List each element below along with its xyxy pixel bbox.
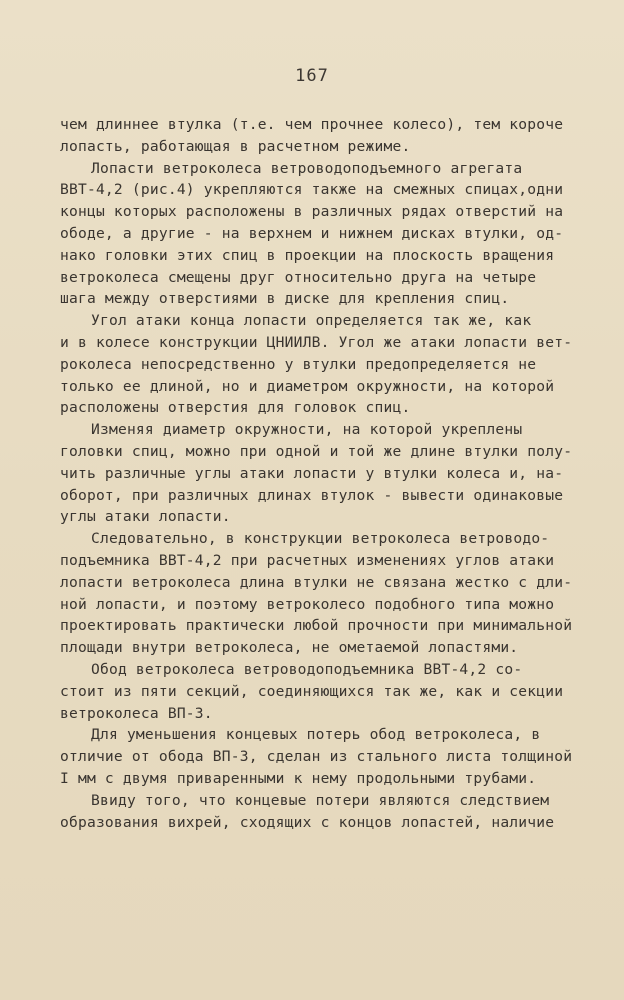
text-line: роколеса непосредственно у втулки предопределяется не	[60, 355, 537, 373]
body-text	[60, 114, 580, 833]
text-line: чем длиннее втулка (т.е. чем прочнее колесо), тем короче	[60, 116, 564, 133]
text-line: головки спиц, можно при одной и той же длине втулки полу-	[60, 442, 573, 460]
text-line: Для уменьшения концевых потерь обод ветроколеса, в	[91, 726, 541, 744]
text-line: углы атаки лопасти.	[60, 508, 231, 526]
text-line: ободе, а другие - на верхнем и нижнем дисках втулки, од-	[60, 224, 564, 242]
text-line: Изменяя диаметр окружности, на которой укреплены	[91, 421, 523, 439]
text-line: I мм с двумя приваренными к нему продольными трубами.	[60, 769, 537, 787]
text-line: ветроколеса ВП-3.	[60, 704, 213, 722]
text-line: чить различные углы атаки лопасти у втулки колеса и, на-	[60, 464, 564, 482]
page-number: 167	[295, 66, 329, 86]
text-line: Следовательно, в конструкции ветроколеса ветроводо-	[91, 530, 550, 548]
text-line: концы которых расположены в различных рядах отверстий на	[60, 203, 564, 221]
text-line: стоит из пяти секций, соединяющихся так же, как и секции	[60, 682, 564, 700]
text-line: расположены отверстия для головок спиц.	[60, 399, 411, 417]
text-line: подъемника ВВТ-4,2 при расчетных изменениях углов атаки	[60, 551, 555, 569]
text-line: Угол атаки конца лопасти определяется так же, как	[91, 312, 532, 330]
text-line: и в колесе конструкции ЦНИИЛВ. Угол же атаки лопасти вет-	[60, 333, 573, 351]
text-line: только ее длиной, но и диаметром окружности, на которой	[60, 377, 555, 395]
text-line: ной лопасти, и поэтому ветроколесо подобного типа можно	[60, 595, 555, 613]
text-line: лопасти ветроколеса длина втулки не связана жестко с дли-	[60, 573, 573, 591]
text-line: ВВТ-4,2 (рис.4) укрепляются также на смежных спицах,одни	[60, 181, 564, 199]
text-line: проектировать практически любой прочности при минимальной	[60, 617, 573, 635]
text-line: площади внутри ветроколеса, не ометаемой лопастями.	[60, 639, 519, 657]
text-line: лопасть, работающая в расчетном режиме.	[60, 137, 411, 155]
text-line: образования вихрей, сходящих с концов лопастей, наличие	[60, 813, 555, 831]
text-line: Ввиду того, что концевые потери являются следствием	[91, 791, 550, 809]
text-line: оборот, при различных длинах втулок - вывести одинаковые	[60, 486, 564, 504]
text-line: отличие от обода ВП-3, сделан из стального листа толщиной	[60, 748, 573, 766]
text-line: ветроколеса смещены друг относительно друга на четыре	[60, 268, 537, 286]
text-line: Лопасти ветроколеса ветроводоподъемного агрегата	[91, 159, 523, 177]
text-line: шага между отверстиями в диске для крепления спиц.	[60, 290, 510, 308]
text-line: Обод ветроколеса ветроводоподъемника ВВТ-4,2 со-	[91, 660, 523, 678]
text-line: нако головки этих спиц в проекции на плоскость вращения	[60, 246, 555, 264]
